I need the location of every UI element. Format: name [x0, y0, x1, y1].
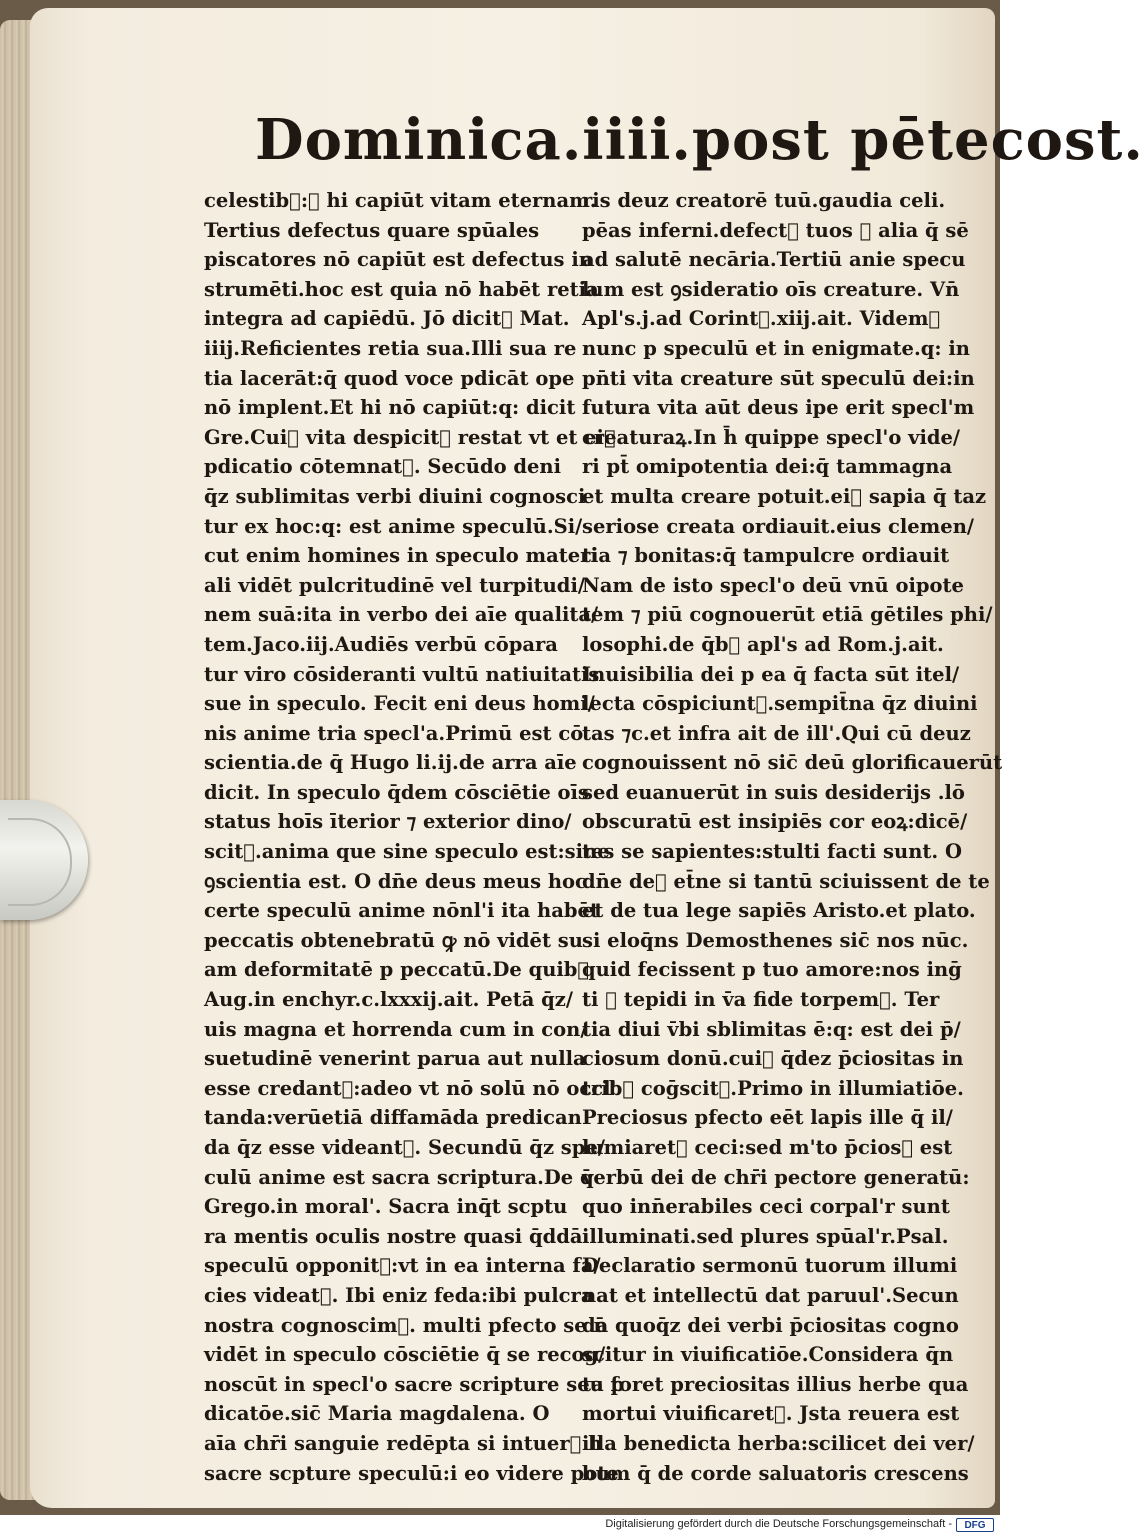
footer-credit: Digitalisierung gefördert durch die Deutsche Forschungsgemeinschaft - — [605, 1518, 952, 1530]
text-line: losophi.de q̄b᷒ apl's ad Rom.j.ait. — [582, 632, 944, 656]
text-line: cognouissent nō sic̄ deū glorificauerūt — [582, 751, 1003, 775]
text-line: status hoīs īterior ⁊ exterior dino/ — [204, 810, 572, 834]
text-line: cut enim homines in speculo materi — [204, 544, 598, 568]
text-line: dicatōe.sic̄ Maria magdalena. O — [204, 1402, 550, 1426]
text-line: speculū opponit᷑:vt in ea interna fa/ — [204, 1254, 601, 1278]
text-line: tia lacerāt:q̄ quod voce pdicāt ope — [204, 366, 575, 390]
text-line: cies videat᷑. Ibi eniz feda:ibi pulcra — [204, 1283, 594, 1307]
text-line: q̄z sublimitas verbi diuini cognosci — [204, 484, 586, 508]
text-line: nem suā:ita in verbo dei aīe qualita/ — [204, 603, 599, 627]
text-line: sue in speculo. Fecit eni deus homi/ — [204, 692, 595, 716]
text-line: integra ad capiēdū. Jō dicit᷑ Mat. — [204, 307, 570, 331]
text-line: piscatores nō capiūt est defectus in — [204, 248, 593, 272]
text-line: scitur in viuificatiōe.Considera q̄n — [582, 1343, 954, 1367]
text-line: pēas inferni.defect᷒ tuos ⁊ alia q̄ sē — [582, 218, 969, 242]
dfg-logo: DFG — [956, 1518, 994, 1532]
text-line: verbū dei de chr̄i pectore generatū: — [582, 1165, 970, 1189]
text-line: pdicatio cōtemnat᷑. Secūdo deni — [204, 455, 562, 479]
text-line: peccatis obtenebratū ꝙ nō vidēt su — [204, 928, 583, 952]
text-line: scit᷑.anima que sine speculo est:sine — [204, 840, 610, 864]
text-line: futura vita aūt deus ipe erit specl'm — [582, 396, 975, 420]
text-line: ciosum donū.cui᷒ q̄dez p̄ciositas in — [582, 1047, 964, 1071]
text-line: Inuisibilia dei p ea q̄ facta sūt itel/ — [582, 662, 960, 686]
text-line: strumēti.hoc est quia nō habēt retia — [204, 277, 599, 301]
text-line: tes se sapientes:stulti facti sunt. O — [582, 840, 962, 864]
text-line: tia diui v̄bi sblimitas ē:q: est dei p̄/ — [582, 1017, 961, 1041]
running-head: Dominica.iiii.post pētecost. — [255, 107, 1144, 173]
text-line: seriose creata ordiauit.eius clemen/ — [582, 514, 974, 538]
text-line: tanda:verūetiā diffamāda predican — [204, 1106, 582, 1130]
text-line: da q̄z esse videant᷑. Secundū q̄z spe/ — [204, 1136, 605, 1159]
text-line: quo inn̄erabiles ceci corpal'r sunt — [582, 1195, 950, 1219]
text-line: dicit. In speculo q̄dem cōsciētie oīs — [204, 780, 589, 804]
text-line: Aug.in enchyr.c.lxxxij.ait. Petā q̄z/ — [204, 988, 573, 1012]
text-line: illuminati.sed plures spūal'r.Psal. — [582, 1224, 949, 1248]
footer-bar — [0, 1515, 1000, 1536]
text-line: tas ⁊c.et infra ait de ill'.Qui cū deuz — [582, 721, 971, 745]
text-line: bum q̄ de corde saluatoris crescens — [582, 1461, 969, 1485]
text-line: tur viro cōsideranti vultū natiuitatis — [204, 662, 600, 686]
text-line: Tertius defectus quare spūales — [204, 218, 540, 242]
text-line: suetudinē venerint parua aut nulla — [204, 1047, 586, 1071]
text-line: iiij.Reficientes retia sua.Illi sua re — [204, 336, 577, 360]
text-line: ta foret preciositas illius herbe qua — [582, 1372, 969, 1396]
text-line: scientia.de q̄ Hugo li.ij.de arra aīe — [204, 751, 577, 775]
text-line: lecta cōspiciunt᷑.sempit̄na q̄z diuini — [582, 692, 978, 716]
text-line: nis anime tria specl'a.Primū est cō — [204, 721, 584, 745]
text-line: aīa chr̄i sanguie redēpta si intuer᷑ h — [204, 1431, 603, 1455]
text-line: ris deuz creatorē tuū.gaudia celi. — [582, 189, 946, 212]
text-line: uis magna et horrenda cum in con/ — [204, 1017, 588, 1041]
text-line: Nam de isto specl'o deū vnū oipote — [582, 573, 964, 597]
text-line: ri pt̄ omipotentia dei:q̄ tammagna — [582, 455, 953, 479]
text-line: tem.Jaco.iij.Audiēs verbū cōpara — [204, 632, 558, 656]
text-line: mortui viuificaret᷑. Jsta reuera est — [582, 1402, 960, 1426]
right-column — [582, 186, 1003, 1488]
text-line: am deformitatē p peccatū.De quib᷒ — [204, 958, 590, 982]
text-line: trib᷒ coḡscit᷑.Primo in illumiatiōe. — [582, 1076, 964, 1100]
text-line: Grego.in moral'. Sacra inq̄t scptu — [204, 1195, 568, 1219]
text-line: da quoq̄z dei verbi p̄ciositas cogno — [582, 1313, 959, 1337]
text-line: ali vidēt pulcritudinē vel turpitudi/ — [204, 573, 585, 597]
left-column — [204, 186, 625, 1488]
text-line: ti ⁊ tepidi in v̄a fide torpem᷒. Ter — [582, 988, 940, 1012]
text-line: nostra cognoscim᷒. multi pfecto se n̄ — [204, 1313, 608, 1337]
text-line: celestib᷒:⁊ hi capiūt vitam eternam. — [204, 189, 597, 212]
text-line: lum est ꝯsideratio oīs creature. Vn̄ — [582, 277, 960, 301]
text-line: Gre.Cui᷒ vita despicit᷑ restat vt et ei᷒ — [204, 425, 616, 449]
text-line: ra mentis oculis nostre quasi q̄ddā — [204, 1224, 583, 1248]
text-line: et multa creare potuit.ei᷒ sapia q̄ taz — [582, 484, 987, 508]
text-line: ad salutē necāria.Tertiū anie specu — [582, 248, 966, 272]
text-line: pn̄ti vita creature sūt speculū dei:in — [582, 366, 975, 390]
text-line: noscūt in specl'o sacre scripture seu p — [204, 1372, 625, 1396]
text-line: sacre scpture speculū:i eo videre pote — [204, 1461, 619, 1485]
text-line: culū anime est sacra scriptura.De q̄ — [204, 1165, 594, 1189]
text-line: ꝯscientia est. O dn̄e deus meus hoc — [204, 869, 587, 893]
text-line: certe speculū anime nōnl'i ita habēt — [204, 899, 599, 923]
text-line: tem ⁊ piū cognouerūt etiā gētiles phi/ — [582, 603, 993, 627]
text-line: tia ⁊ bonitas:q̄ tampulcre ordiauit — [582, 544, 950, 568]
text-line: Apl's.j.ad Corint᷑.xiij.ait. Videm᷒ — [582, 307, 941, 331]
text-line: et de tua lege sapiēs Aristo.et plato. — [582, 899, 976, 923]
text-line: sed euanuerūt in suis desiderijs .lō — [582, 780, 965, 804]
text-line: lumiaret᷑ ceci:sed m'to p̄cios᷒ est — [582, 1136, 953, 1159]
text-line: Declaratio sermonū tuorum illumi — [582, 1254, 958, 1278]
text-line: si eloq̄ns Demosthenes sic̄ nos nūc. — [582, 928, 969, 952]
text-line: dn̄e de᷒ et̄ne si tantū sciuissent de te — [582, 869, 990, 893]
text-line: tur ex hoc:q: est anime speculū.Si/ — [204, 514, 583, 538]
text-line: Preciosus pfecto eēt lapis ille q̄ il/ — [582, 1106, 953, 1130]
text-line: obscuratū est insipiēs cor eoꝝ:dicē/ — [582, 810, 968, 834]
text-line: vidēt in speculo cōsciētie q̄ se recog/ — [204, 1343, 606, 1367]
text-line: nunc p speculū et in enigmate.q: in — [582, 336, 970, 360]
text-line: esse credant᷑:adeo vt nō solū nō occl' — [204, 1076, 617, 1100]
text-line: creaturaꝝ.In h̄ quippe specl'o vide/ — [582, 425, 961, 449]
text-line: quid fecissent p tuo amore:nos inḡ — [582, 958, 962, 982]
text-line: illa benedicta herba:scilicet dei ver/ — [582, 1431, 975, 1455]
text-line: nat et intellectū dat paruul'.Secun — [582, 1283, 959, 1307]
text-line: nō implent.Et hi nō capiūt:q: dicit — [204, 396, 576, 420]
